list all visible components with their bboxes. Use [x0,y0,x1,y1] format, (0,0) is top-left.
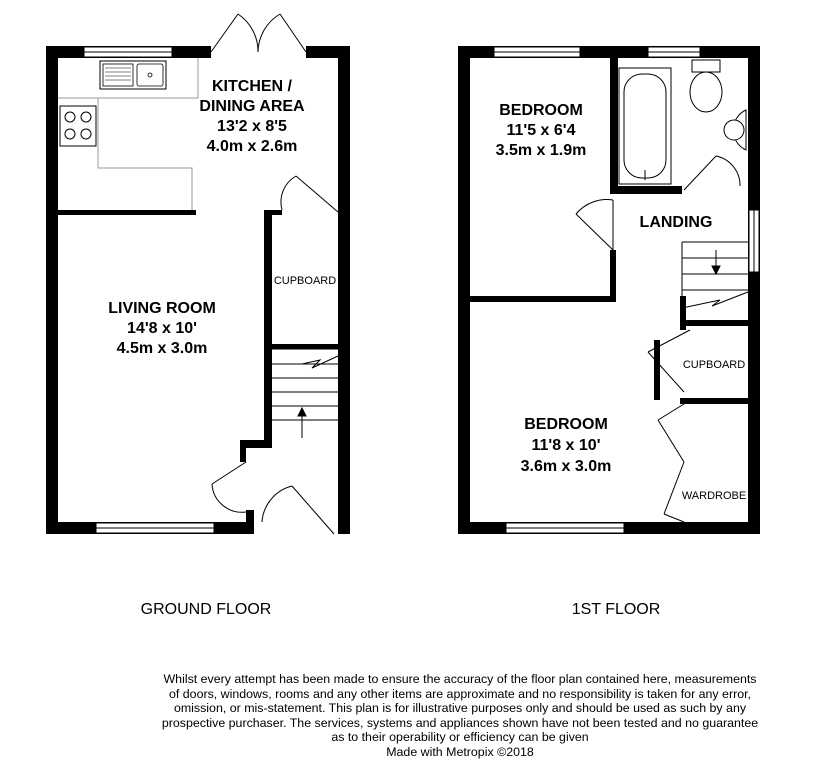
disclaimer [120,672,800,760]
bathroom-door [684,156,740,190]
ground-floor-plan [46,14,350,618]
bedroom-large-label: BEDROOM [524,416,608,433]
living-room-size-metric: 4.5m x 3.0m [116,340,208,357]
bedroom-small-label: BEDROOM [499,102,583,119]
ground-floor-windows [84,47,214,533]
bedroom-small-size-metric: 3.5m x 1.9m [495,142,587,159]
kitchen-label-line-2: DINING AREA [199,98,305,115]
ground-floor-title: GROUND FLOOR [140,601,272,618]
hob-icon [60,106,96,146]
first-floor-plan [458,46,760,618]
bath-icon [619,68,671,184]
sink-icon [100,61,166,89]
disclaimer-line-1: Whilst every attempt has been made to ensure the accuracy of the floor plan contained here, measurements [163,672,757,686]
toilet-icon [690,60,722,112]
credit: Made with Metropix ©2018 [386,744,534,759]
first-cupboard-label: CUPBOARD [682,359,746,371]
bedroom-small-size-imperial: 11'5 x 6'4 [506,122,576,139]
disclaimer-line-3: omission, or mis-statement. This plan is for illustrative purposes only and should be used as such by any [173,701,747,716]
living-room-label: LIVING ROOM [108,300,216,317]
bedroom-large-size-imperial: 11'8 x 10' [531,437,601,454]
wardrobe-label: WARDROBE [681,490,747,502]
kitchen-size-metric: 4.0m x 2.6m [206,138,298,155]
kitchen-label-line-1: KITCHEN / [212,78,292,95]
landing-label: LANDING [639,214,713,231]
bedroom-large-size-metric: 3.6m x 3.0m [520,458,612,475]
kitchen-side-door [281,176,338,212]
staircase [272,349,338,438]
ground-cupboard-label: CUPBOARD [273,275,337,287]
wardrobe-doors [658,404,684,522]
disclaimer-line-2: of doors, windows, rooms and any other items are approximate and no responsibility is taken for any error, [169,686,751,701]
bedroom-door [576,200,613,250]
disclaimer-line-4: prospective purchaser. The services, systems and appliances shown have not been tested and no guarantee [161,715,759,730]
disclaimer-line-5: as to their operability or efficiency can be given [331,730,589,745]
kitchen-size-imperial: 13'2 x 8'5 [217,118,287,135]
first-floor-title: 1ST FLOOR [571,601,661,618]
kitchen-double-door [211,14,306,52]
first-floor-staircase [682,242,748,308]
living-room-size-imperial: 14'8 x 10' [127,320,197,337]
basin-icon [724,110,746,150]
